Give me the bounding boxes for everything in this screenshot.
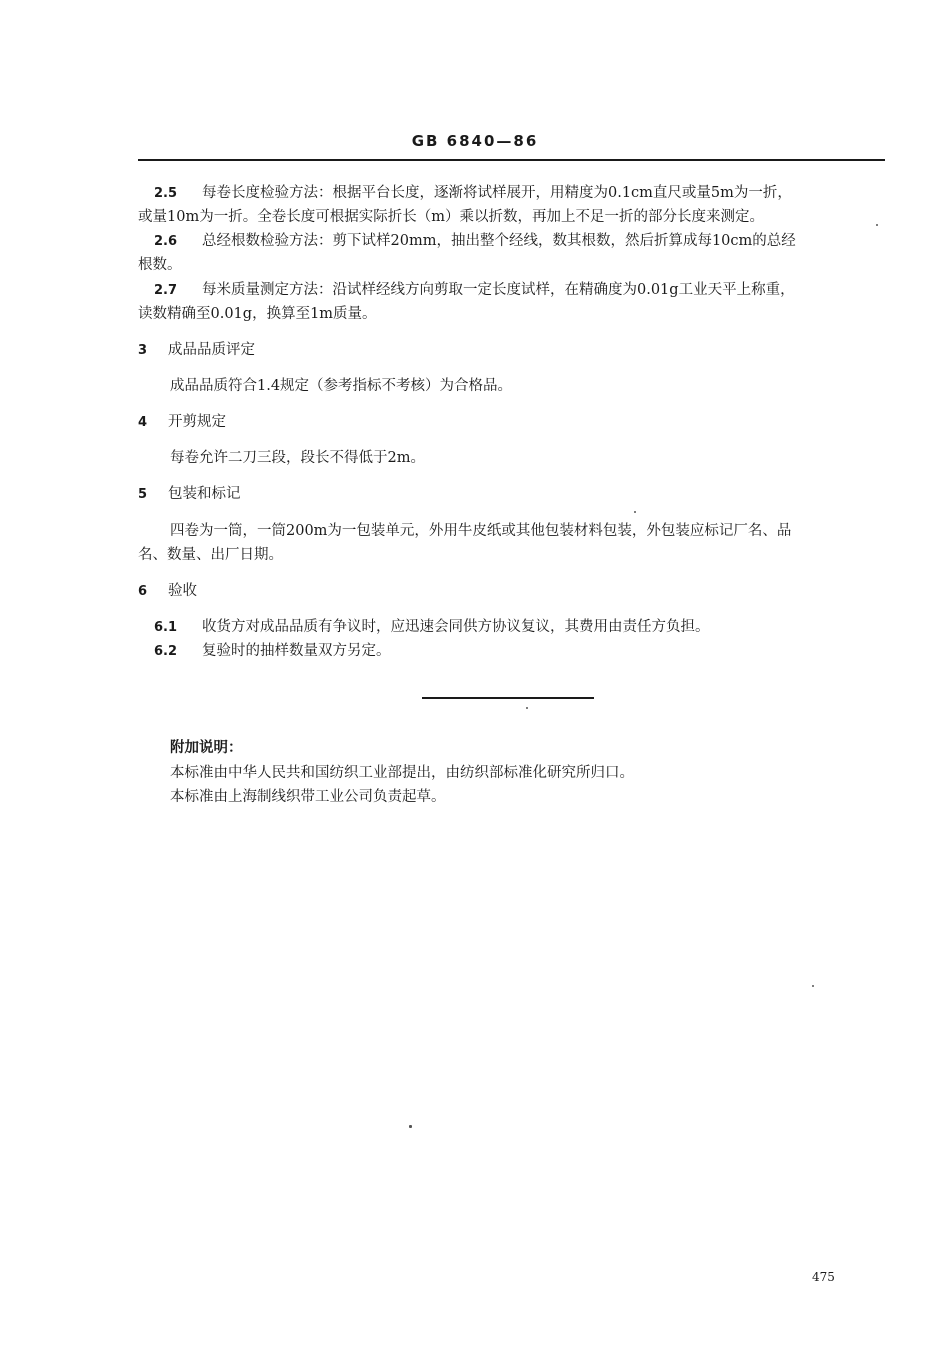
clause-number: 2.7 <box>154 283 178 298</box>
section-title: 包装和标记 <box>168 486 241 502</box>
scan-speck <box>526 707 528 709</box>
clause-text: 每卷长度检验方法：根据平台长度，逐渐将试样展开，用精度为0.1cm直尺或量5m为一折， <box>202 185 792 201</box>
scan-speck <box>409 1125 412 1128</box>
clause-text: 收货方对成品品质有争议时，应迅速会同供方协议复议，其费用由责任方负担。 <box>202 619 710 635</box>
section-title: 成品品质评定 <box>168 342 255 358</box>
section-title: 验收 <box>168 583 197 599</box>
section-4-heading <box>138 412 226 433</box>
clause-text: 总经根数检验方法：剪下试样20mm，抽出整个经线，数其根数，然后折算成每10cm的总经 <box>202 233 796 249</box>
section-5-body: 四卷为一筒，一筒200m为一包装单元，外用牛皮纸或其他包装材料包装，外包装应标记厂名、品 <box>170 523 792 539</box>
clause-text: 每米质量测定方法：沿试样经线方向剪取一定长度试样，在精确度为0.01g工业天平上称重， <box>202 282 795 298</box>
section-4-body: 每卷允许二刀三段，段长不得低于2m。 <box>170 450 425 466</box>
section-title: 开剪规定 <box>168 414 226 430</box>
note-line-2: 本标准由上海制线织带工业公司负责起草。 <box>170 789 446 805</box>
clause-number: 2.6 <box>154 234 178 249</box>
section-number: 3 <box>138 343 148 358</box>
section-5-body-continuation: 名、数量、出厂日期。 <box>138 547 283 563</box>
section-3-heading <box>138 340 255 361</box>
note-title: 附加说明： <box>170 739 243 756</box>
clause-6-2 <box>154 641 391 662</box>
clause-2-5 <box>154 183 792 204</box>
section-number: 5 <box>138 487 148 502</box>
scan-speck <box>812 985 814 987</box>
note-line-1: 本标准由中华人民共和国纺织工业部提出，由纺织部标准化研究所归口。 <box>170 765 634 781</box>
section-6-heading <box>138 581 197 602</box>
clause-6-1 <box>154 617 710 638</box>
section-5-heading <box>138 484 241 505</box>
clause-2-6-continuation: 根数。 <box>138 257 182 273</box>
clause-2-5-continuation: 或量10m为一折。全卷长度可根据实际折长（m）乘以折数，再加上不足一折的部分长度来测定。 <box>138 209 764 225</box>
clause-2-7 <box>154 280 795 301</box>
clause-number: 6.2 <box>154 644 178 659</box>
section-number: 4 <box>138 415 148 430</box>
section-number: 6 <box>138 584 148 599</box>
page-number: 475 <box>812 1270 835 1284</box>
clause-number: 6.1 <box>154 620 178 635</box>
document-code-header: GB 6840—86 <box>411 132 539 150</box>
section-3-body: 成品品质符合1.4规定（参考指标不考核）为合格品。 <box>170 378 513 394</box>
scan-speck <box>634 511 636 513</box>
header-rule <box>138 159 885 161</box>
clause-text: 复验时的抽样数量双方另定。 <box>202 643 391 659</box>
end-rule <box>422 697 594 699</box>
clause-2-6 <box>154 231 796 252</box>
clause-2-7-continuation: 读数精确至0.01g，换算至1m质量。 <box>138 306 377 322</box>
scan-speck <box>876 224 878 226</box>
clause-number: 2.5 <box>154 186 178 201</box>
